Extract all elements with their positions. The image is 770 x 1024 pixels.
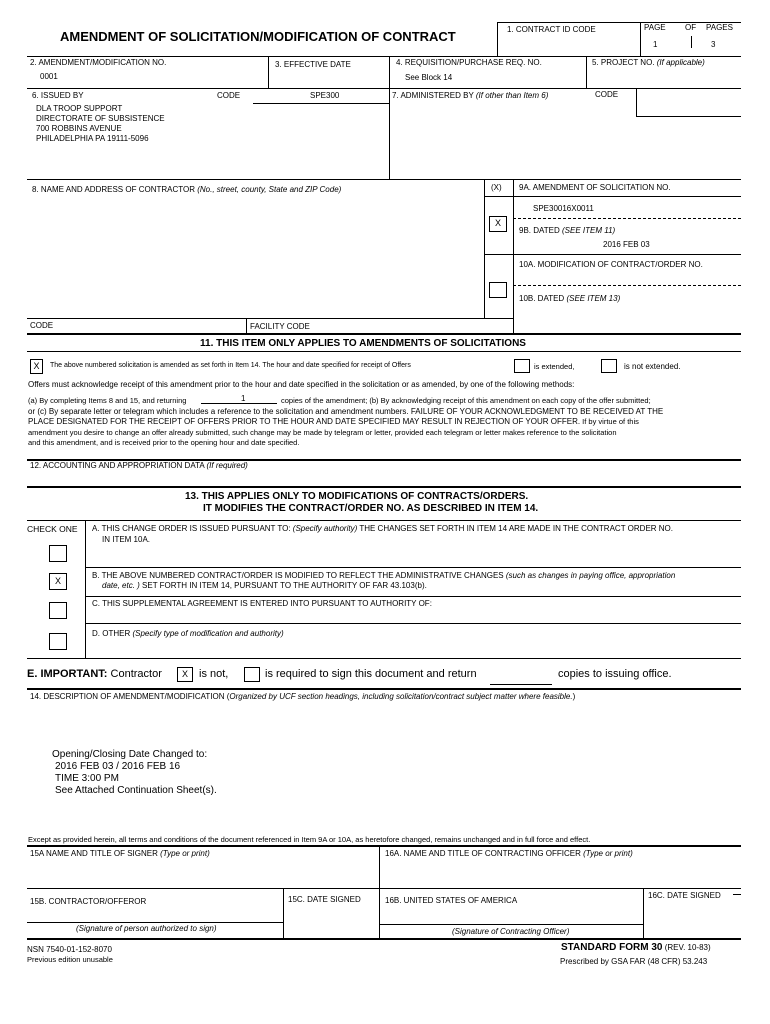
item-12-label: [30, 461, 248, 470]
contractor-code-label: CODE: [30, 321, 54, 330]
dated-10b-label: [519, 294, 620, 303]
check-one-label: CHECK ONE: [27, 524, 78, 534]
previous-edition-note: Previous edition unusable: [27, 955, 113, 964]
is-required-label: is required to sign this document and return: [265, 668, 477, 680]
description-line-4: See Attached Continuation Sheet(s).: [55, 785, 217, 796]
item-13a-line-2: IN ITEM 10A.: [102, 535, 151, 544]
important-contractor: Contractor: [107, 668, 162, 680]
administered-by-text: 7. ADMINISTERED BY: [392, 91, 474, 100]
contractor-offeror-label: 15B. CONTRACTOR/OFFEROR: [30, 897, 147, 906]
issued-address-line-1: DLA TROOP SUPPORT: [36, 104, 123, 113]
item-13-title-2: IT MODIFIES THE CONTRACT/ORDER NO. AS DESCRIBED IN ITEM 14.: [203, 503, 539, 514]
description-line-3: TIME 3:00 PM: [55, 773, 119, 784]
page-number: 1: [653, 40, 658, 49]
date-signed-15c-label: 15C. DATE SIGNED: [288, 895, 361, 904]
contractor-label-text: 8. NAME AND ADDRESS OF CONTRACTOR: [32, 185, 195, 194]
check-is-not[interactable]: X: [177, 667, 193, 682]
standard-form-bold: STANDARD FORM 30: [561, 942, 663, 953]
signer-name-note: (Type or print): [160, 849, 210, 858]
form-title: AMENDMENT OF SOLICITATION/MODIFICATION OF CONTRACT: [60, 29, 456, 44]
issued-address-line-4: PHILADELPHIA PA 19111-5096: [36, 134, 149, 143]
facility-code-label: FACILITY CODE: [250, 322, 310, 331]
item-13b-line-2: [102, 581, 427, 590]
check-13d[interactable]: [49, 633, 67, 650]
signature-person-label: (Signature of person authorized to sign): [76, 924, 217, 933]
issued-by-code-value: SPE300: [310, 91, 340, 100]
item-11-line-6: amendment you desire to change an offer already submitted, such change may be made by telegram or letter, provided each telegram or letter makes reference to the solicitation: [28, 428, 617, 437]
x-column-label: (X): [491, 183, 502, 192]
is-not-label: is not,: [199, 668, 229, 680]
item-11-line-1: The above numbered solicitation is amended as set forth in Item 14. The hour and date specified for receipt of Offers: [50, 362, 411, 369]
contractor-label: [32, 185, 341, 194]
item-11-title: 11. THIS ITEM ONLY APPLIES TO AMENDMENTS OF SOLICITATIONS: [200, 338, 526, 349]
item-13a-line-1: [92, 524, 673, 533]
check-10a[interactable]: [489, 282, 507, 298]
contract-id-label: 1. CONTRACT ID CODE: [507, 25, 596, 34]
dated-9b-value: 2016 FEB 03: [603, 240, 650, 249]
check-not-extended[interactable]: [601, 359, 617, 373]
item-14-close: ): [572, 692, 576, 701]
item-12-note: (If required): [206, 461, 248, 470]
item-14-note: Organized by UCF section headings, including solicitation/contract subject matter where feasible.: [229, 692, 573, 701]
requisition-value: See Block 14: [405, 73, 453, 82]
project-no-note: (If applicable): [656, 58, 705, 67]
page-label: PAGE: [644, 23, 666, 32]
contractor-label-note: (No., street, county, State and ZIP Code): [197, 185, 342, 194]
item-13d-line: [92, 629, 284, 638]
copies-to-office-label: copies to issuing office.: [558, 668, 672, 680]
extended-label: is extended,: [534, 362, 575, 371]
signature-officer-label: (Signature of Contracting Officer): [452, 927, 570, 936]
item-14-label: [30, 692, 575, 701]
not-extended-label: is not extended.: [624, 362, 681, 371]
item-11-line-5: [28, 417, 639, 426]
administered-by-note: (If other than Item 6): [475, 91, 549, 100]
standard-form-rev: (REV. 10-83): [662, 943, 711, 952]
check-13c[interactable]: [49, 602, 67, 619]
amendment-no-label: 2. AMENDMENT/MODIFICATION NO.: [30, 58, 167, 67]
item-13b-note-1: (such as changes in paying office, appropriation: [505, 571, 676, 580]
item-13b-text-2: SET FORTH IN ITEM 14, PURSUANT TO THE AUTHORITY OF FAR 43.103(b).: [139, 581, 427, 590]
dated-10b-note: (SEE ITEM 13): [566, 294, 621, 303]
project-no-label: [592, 58, 705, 67]
item-13d-text: D. OTHER: [92, 629, 131, 638]
check-13b[interactable]: X: [49, 573, 67, 590]
project-no-text: 5. PROJECT NO.: [592, 58, 655, 67]
issued-by-label: 6. ISSUED BY: [32, 91, 84, 100]
signer-name-label: [30, 849, 210, 858]
effective-date-label: 3. EFFECTIVE DATE: [275, 60, 351, 69]
item-11-line-2: Offers must acknowledge receipt of this amendment prior to the hour and date specified in the solicitation or as amended, by one of the following methods:: [28, 380, 575, 389]
item-12-text: 12. ACCOUNTING AND APPROPRIATION DATA: [30, 461, 205, 470]
standard-form-label: [561, 942, 711, 953]
dated-10b-text: 10B. DATED: [519, 294, 565, 303]
dated-9b-note: (SEE ITEM 11): [561, 226, 616, 235]
important-bold: E. IMPORTANT:: [27, 668, 108, 680]
modification-10a-label: 10A. MODIFICATION OF CONTRACT/ORDER NO.: [519, 260, 703, 269]
nsn-number: NSN 7540-01-152-8070: [27, 945, 112, 954]
prescribed-by-note: Prescribed by GSA FAR (48 CFR) 53.243: [560, 957, 708, 966]
item-13-title-1: 13. THIS APPLIES ONLY TO MODIFICATIONS OF CONTRACTS/ORDERS.: [185, 491, 529, 502]
amendment-no-value: 0001: [40, 72, 58, 81]
issued-address-line-3: 700 ROBBINS AVENUE: [36, 124, 122, 133]
description-line-2: 2016 FEB 03 / 2016 FEB 16: [55, 761, 181, 772]
item-13c-line: C. THIS SUPPLEMENTAL AGREEMENT IS ENTERED INTO PURSUANT TO AUTHORITY OF:: [92, 599, 432, 608]
administered-by-label: [392, 91, 548, 100]
of-label: OF: [685, 23, 697, 32]
amendment-solicitation-label: 9A. AMENDMENT OF SOLICITATION NO.: [519, 183, 671, 192]
check-extended[interactable]: [514, 359, 530, 373]
amendment-solicitation-value: SPE30016X0011: [533, 204, 594, 213]
pages-label: PAGES: [706, 23, 733, 32]
item-13a-note: (Specify authority): [292, 524, 358, 533]
item-11-line-3b: copies of the amendment; (b) By acknowledging receipt of this amendment on each copy of the offer submitted;: [281, 396, 651, 405]
dated-9b-label: [519, 226, 615, 235]
officer-name-text: 16A. NAME AND TITLE OF CONTRACTING OFFICER: [385, 849, 581, 858]
dated-9b-text: 9B. DATED: [519, 226, 560, 235]
administered-code-label: CODE: [595, 90, 619, 99]
check-is-required[interactable]: [244, 667, 260, 682]
requisition-label: 4. REQUISITION/PURCHASE REQ. NO.: [396, 58, 542, 67]
issued-by-code-label: CODE: [217, 91, 241, 100]
item-14-text: 14. DESCRIPTION OF AMENDMENT/MODIFICATION (: [30, 692, 230, 701]
copies-returned-value[interactable]: 1: [241, 394, 246, 403]
item-11-line-5a: PLACE DESIGNATED FOR THE RECEIPT OF OFFERS PRIOR TO THE HOUR AND DATE SPECIFIED MAY RESULT IN REJECTION OF YOUR OFFER.: [28, 417, 581, 426]
item-13b-line-1: [92, 571, 675, 580]
officer-name-note: (Type or print): [583, 849, 633, 858]
item-11-line-5b: If by virtue of this: [580, 417, 639, 426]
date-signed-16c-label: 16C. DATE SIGNED: [648, 891, 721, 900]
issued-address-line-2: DIRECTORATE OF SUBSISTENCE: [36, 114, 165, 123]
important-label: [27, 668, 162, 680]
item-11-line-7: and this amendment, and is received prior to the opening hour and date specified.: [28, 438, 300, 447]
item-11-line-4: or (c) By separate letter or telegram which includes a reference to the solicitation and amendment numbers. FAILURE OF YOUR ACKNOWLEDGMENT TO BE RECEIVED AT THE: [28, 407, 664, 416]
check-11-amended[interactable]: X: [30, 359, 43, 374]
item-13b-text: B. THE ABOVE NUMBERED CONTRACT/ORDER IS MODIFIED TO REFLECT THE ADMINISTRATIVE CHANGES: [92, 571, 506, 580]
item-13b-note-2: date, etc. ): [102, 581, 140, 590]
check-13a[interactable]: [49, 545, 67, 562]
signer-name-text: 15A NAME AND TITLE OF SIGNER: [30, 849, 158, 858]
check-9a[interactable]: X: [489, 216, 507, 232]
united-states-label: 16B. UNITED STATES OF AMERICA: [385, 896, 518, 905]
description-line-1: Opening/Closing Date Changed to:: [52, 749, 208, 760]
item-13a-text-b: THE CHANGES SET FORTH IN ITEM 14 ARE MADE IN THE CONTRACT ORDER NO.: [357, 524, 673, 533]
item-11-line-3a: (a) By completing Items 8 and 15, and returning: [28, 396, 187, 405]
item-13a-text-a: A. THIS CHANGE ORDER IS ISSUED PURSUANT TO:: [92, 524, 293, 533]
officer-name-label: [385, 849, 633, 858]
total-pages: 3: [711, 40, 716, 49]
except-statement: Except as provided herein, all terms and conditions of the document referenced in Item 9A or 10A, as heretofore changed, remains unchanged and in full force and effect.: [28, 835, 591, 844]
item-13d-note: (Specify type of modification and authority): [132, 629, 284, 638]
